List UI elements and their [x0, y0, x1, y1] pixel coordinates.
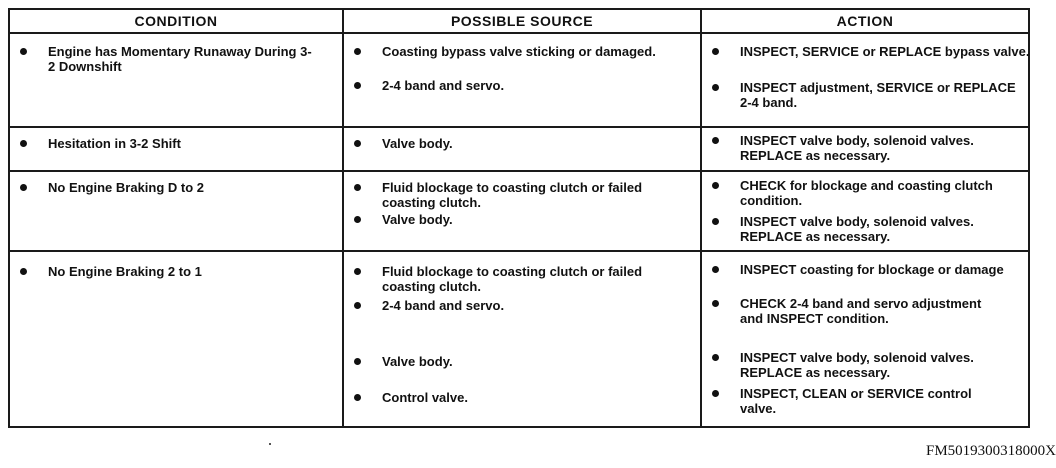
list-item — [18, 44, 318, 74]
source-text: Fluid blockage to coasting clutch or failed coasting clutch. — [382, 264, 643, 294]
list-item — [352, 44, 672, 59]
condition-cell — [10, 128, 344, 170]
action-text: INSPECT valve body, solenoid valves. REPLACE as necessary. — [740, 350, 974, 380]
list-item — [352, 212, 694, 227]
source-text: 2-4 band and servo. — [382, 78, 505, 93]
action-cell — [702, 34, 1028, 126]
list-item — [352, 78, 694, 93]
list-item — [352, 354, 694, 369]
action-cell — [702, 172, 1028, 250]
list-item — [710, 133, 1020, 163]
list-item — [710, 386, 1010, 416]
source-cell — [344, 128, 702, 170]
condition-text: Hesitation in 3-2 Shift — [48, 136, 181, 151]
header-possible-source: POSSIBLE SOURCE — [344, 10, 702, 32]
source-text: Valve body. — [382, 212, 453, 227]
bullet-icon — [354, 268, 361, 275]
bullet-icon — [712, 137, 719, 144]
table-row — [10, 128, 1028, 172]
action-text: INSPECT, CLEAN or SERVICE control valve. — [740, 386, 972, 416]
source-text: Valve body. — [382, 354, 453, 369]
bullet-icon — [712, 300, 719, 307]
list-item — [710, 350, 1020, 380]
source-cell — [344, 172, 702, 250]
header-action: ACTION — [836, 13, 894, 29]
bullet-icon — [712, 48, 719, 55]
table-row — [10, 172, 1028, 252]
source-cell — [344, 252, 702, 426]
source-text: Control valve. — [382, 390, 468, 405]
list-item — [710, 178, 1020, 208]
bullet-icon — [354, 48, 361, 55]
condition-cell — [10, 172, 344, 250]
bullet-icon — [712, 390, 719, 397]
table-header-row — [10, 10, 1028, 34]
bullet-icon — [712, 354, 719, 361]
list-item — [352, 264, 672, 294]
bullet-icon — [354, 358, 361, 365]
bullet-icon — [354, 184, 361, 191]
list-item — [710, 44, 1030, 59]
list-item — [18, 264, 336, 279]
action-text: INSPECT coasting for blockage or damage — [740, 262, 1004, 277]
bullet-icon — [354, 394, 361, 401]
table-row — [10, 34, 1028, 128]
bullet-icon — [20, 140, 27, 147]
bullet-icon — [712, 266, 719, 273]
figure-code: FM5019300318000X — [925, 443, 1056, 459]
bullet-icon — [712, 218, 719, 225]
list-item — [352, 180, 672, 210]
list-item — [352, 136, 694, 151]
table-row — [10, 252, 1028, 426]
list-item — [710, 80, 1030, 110]
list-item — [18, 180, 336, 195]
source-text: Fluid blockage to coasting clutch or failed coasting clutch. — [382, 180, 643, 210]
action-cell — [702, 128, 1028, 170]
bullet-icon — [712, 84, 719, 91]
action-cell — [702, 252, 1028, 426]
bullet-icon — [354, 82, 361, 89]
list-item — [710, 262, 1020, 277]
action-text: INSPECT adjustment, SERVICE or REPLACE 2-4 band. — [740, 80, 1016, 110]
speck-mark — [269, 443, 271, 445]
condition-text: Engine has Momentary Runaway During 3-2 Downshift — [48, 44, 312, 74]
bullet-icon — [20, 184, 27, 191]
condition-cell — [10, 34, 344, 126]
bullet-icon — [20, 268, 27, 275]
header-condition: CONDITION — [10, 10, 344, 32]
diagnosis-table — [8, 8, 1030, 428]
bullet-icon — [20, 48, 27, 55]
condition-text: No Engine Braking D to 2 — [48, 180, 205, 195]
action-text: INSPECT valve body, solenoid valves. REPLACE as necessary. — [740, 214, 974, 244]
list-item — [352, 298, 694, 313]
list-item — [710, 296, 990, 326]
bullet-icon — [354, 216, 361, 223]
source-cell — [344, 34, 702, 126]
condition-cell — [10, 252, 344, 426]
condition-text: No Engine Braking 2 to 1 — [48, 264, 202, 279]
list-item — [352, 390, 694, 405]
action-text: INSPECT valve body, solenoid valves. REPLACE as necessary. — [740, 133, 974, 163]
action-text: CHECK 2-4 band and servo adjustment and INSPECT condition. — [740, 296, 982, 326]
source-text: Valve body. — [382, 136, 453, 151]
source-text: 2-4 band and servo. — [382, 298, 505, 313]
list-item — [710, 214, 1020, 244]
bullet-icon — [712, 182, 719, 189]
bullet-icon — [354, 140, 361, 147]
list-item — [18, 136, 336, 151]
bullet-icon — [354, 302, 361, 309]
action-text: INSPECT, SERVICE or REPLACE bypass valve. — [740, 44, 1030, 59]
action-text: CHECK for blockage and coasting clutch condition. — [740, 178, 993, 208]
source-text: Coasting bypass valve sticking or damaged. — [382, 44, 656, 59]
